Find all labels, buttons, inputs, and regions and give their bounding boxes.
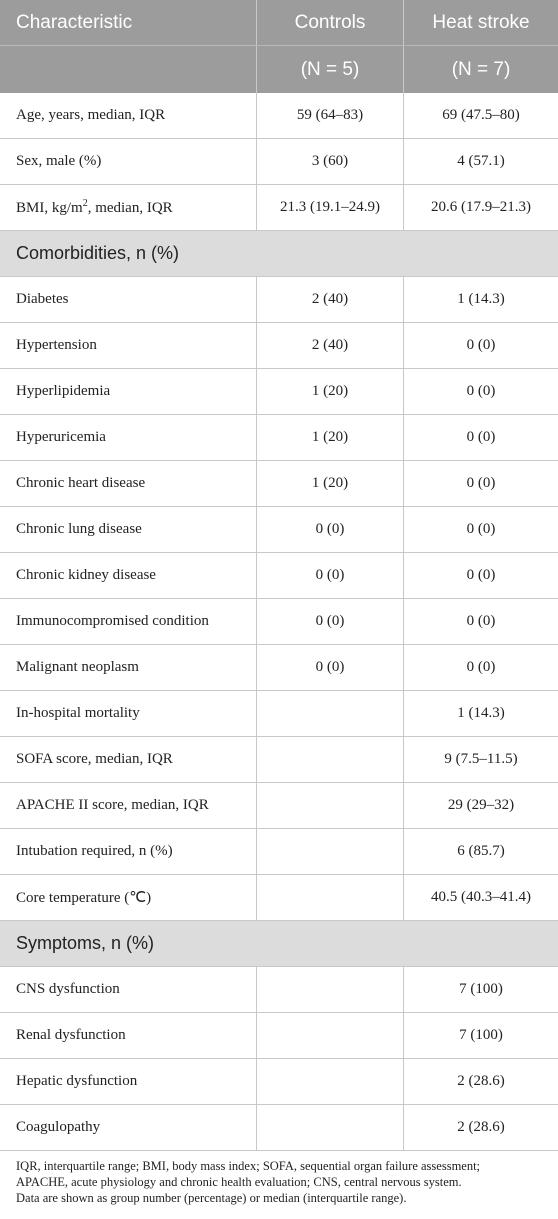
heat-stroke-value: 0 (0) [403, 461, 558, 506]
table-row [0, 783, 558, 829]
heat-stroke-value: 69 (47.5–80) [403, 93, 558, 138]
table-row [0, 967, 558, 1013]
heat-stroke-value: 0 (0) [403, 645, 558, 690]
row-label: Hepatic dysfunction [16, 1073, 138, 1089]
row-label: Malignant neoplasm [16, 659, 139, 675]
row-label: Sex, male (%) [16, 153, 102, 169]
heat-stroke-value: 1 (14.3) [403, 277, 558, 322]
header-heat-stroke-n: (N = 7) [403, 46, 558, 93]
row-label-text: BMI, kg/m [16, 200, 83, 216]
table-row [0, 415, 558, 461]
heat-stroke-value: 1 (14.3) [403, 691, 558, 736]
row-label: Hypertension [16, 337, 97, 353]
table-row [0, 185, 558, 231]
header-controls: Controls [256, 0, 403, 45]
controls-value: 3 (60) [256, 139, 403, 184]
heat-stroke-value: 29 (29–32) [403, 783, 558, 828]
heat-stroke-value: 0 (0) [403, 323, 558, 368]
table-row [0, 1105, 558, 1151]
table-row [0, 737, 558, 783]
table-header-row [0, 0, 558, 46]
header-controls-n: (N = 5) [256, 46, 403, 93]
row-label: CNS dysfunction [16, 981, 120, 997]
row-label: Intubation required, n (%) [16, 843, 173, 859]
superscript: 2 [82, 198, 88, 209]
controls-value [256, 783, 403, 828]
table-body [0, 93, 558, 1151]
table-row [0, 461, 558, 507]
controls-value: 59 (64–83) [256, 93, 403, 138]
table-row [0, 1059, 558, 1105]
row-label: APACHE II score, median, IQR [16, 797, 209, 813]
controls-value: 0 (0) [256, 553, 403, 598]
section-label: Comorbidities, n (%) [16, 243, 180, 263]
table-row [0, 93, 558, 139]
controls-value: 2 (40) [256, 323, 403, 368]
table-row [0, 829, 558, 875]
heat-stroke-value: 6 (85.7) [403, 829, 558, 874]
controls-value: 1 (20) [256, 461, 403, 506]
row-label: In-hospital mortality [16, 705, 140, 721]
header-heat-stroke: Heat stroke [403, 0, 558, 45]
row-label-text: , median, IQR [87, 200, 173, 216]
header-characteristic: Characteristic [16, 11, 133, 33]
controls-value [256, 691, 403, 736]
table-row [0, 875, 558, 921]
row-label: Chronic lung disease [16, 521, 142, 537]
heat-stroke-value: 0 (0) [403, 415, 558, 460]
row-label: Diabetes [16, 291, 69, 307]
table-row [0, 507, 558, 553]
heat-stroke-value: 0 (0) [403, 507, 558, 552]
table-row [0, 369, 558, 415]
controls-value [256, 737, 403, 782]
heat-stroke-value: 2 (28.6) [403, 1105, 558, 1150]
row-label: Coagulopathy [16, 1119, 101, 1135]
controls-value: 0 (0) [256, 645, 403, 690]
heat-stroke-value: 0 (0) [403, 369, 558, 414]
controls-value [256, 875, 403, 920]
table-row [0, 323, 558, 369]
section-header-row [0, 231, 558, 277]
row-label: Chronic kidney disease [16, 567, 156, 583]
heat-stroke-value: 4 (57.1) [403, 139, 558, 184]
heat-stroke-value: 0 (0) [403, 553, 558, 598]
section-label: Symptoms, n (%) [16, 933, 155, 953]
table-row [0, 645, 558, 691]
heat-stroke-value: 7 (100) [403, 967, 558, 1012]
table-row [0, 553, 558, 599]
controls-value: 2 (40) [256, 277, 403, 322]
controls-value [256, 1059, 403, 1104]
heat-stroke-value: 2 (28.6) [403, 1059, 558, 1104]
row-label: Hyperlipidemia [16, 383, 111, 399]
section-header-row [0, 921, 558, 967]
controls-value: 0 (0) [256, 507, 403, 552]
table-row [0, 599, 558, 645]
table-row [0, 1013, 558, 1059]
table-row [0, 277, 558, 323]
heat-stroke-value: 20.6 (17.9–21.3) [403, 185, 558, 230]
row-label: Core temperature (℃) [16, 890, 152, 906]
row-label: SOFA score, median, IQR [16, 751, 173, 767]
table-row [0, 691, 558, 737]
table-row [0, 139, 558, 185]
heat-stroke-value: 40.5 (40.3–41.4) [403, 875, 558, 920]
footnote-line: Data are shown as group number (percentage) or median (interquartile range). [16, 1191, 407, 1205]
row-label: Immunocompromised condition [16, 613, 209, 629]
row-label: Renal dysfunction [16, 1027, 126, 1043]
controls-value: 1 (20) [256, 369, 403, 414]
table-header-n-row [0, 46, 558, 93]
row-label [0, 185, 256, 230]
controls-value: 0 (0) [256, 599, 403, 644]
heat-stroke-value: 0 (0) [403, 599, 558, 644]
controls-value [256, 1105, 403, 1150]
row-label: Age, years, median, IQR [16, 107, 166, 123]
row-label: Hyperuricemia [16, 429, 106, 445]
heat-stroke-value: 9 (7.5–11.5) [403, 737, 558, 782]
controls-value: 21.3 (19.1–24.9) [256, 185, 403, 230]
heat-stroke-value: 7 (100) [403, 1013, 558, 1058]
row-label: Chronic heart disease [16, 475, 146, 491]
controls-value: 1 (20) [256, 415, 403, 460]
header-blank [0, 46, 256, 93]
controls-value [256, 1013, 403, 1058]
footnote-line: APACHE, acute physiology and chronic health evaluation; CNS, central nervous system. [16, 1175, 462, 1189]
table-footnote [16, 1158, 556, 1206]
controls-value [256, 829, 403, 874]
footnote-line: IQR, interquartile range; BMI, body mass index; SOFA, sequential organ failure assessment; [16, 1159, 481, 1173]
controls-value [256, 967, 403, 1012]
